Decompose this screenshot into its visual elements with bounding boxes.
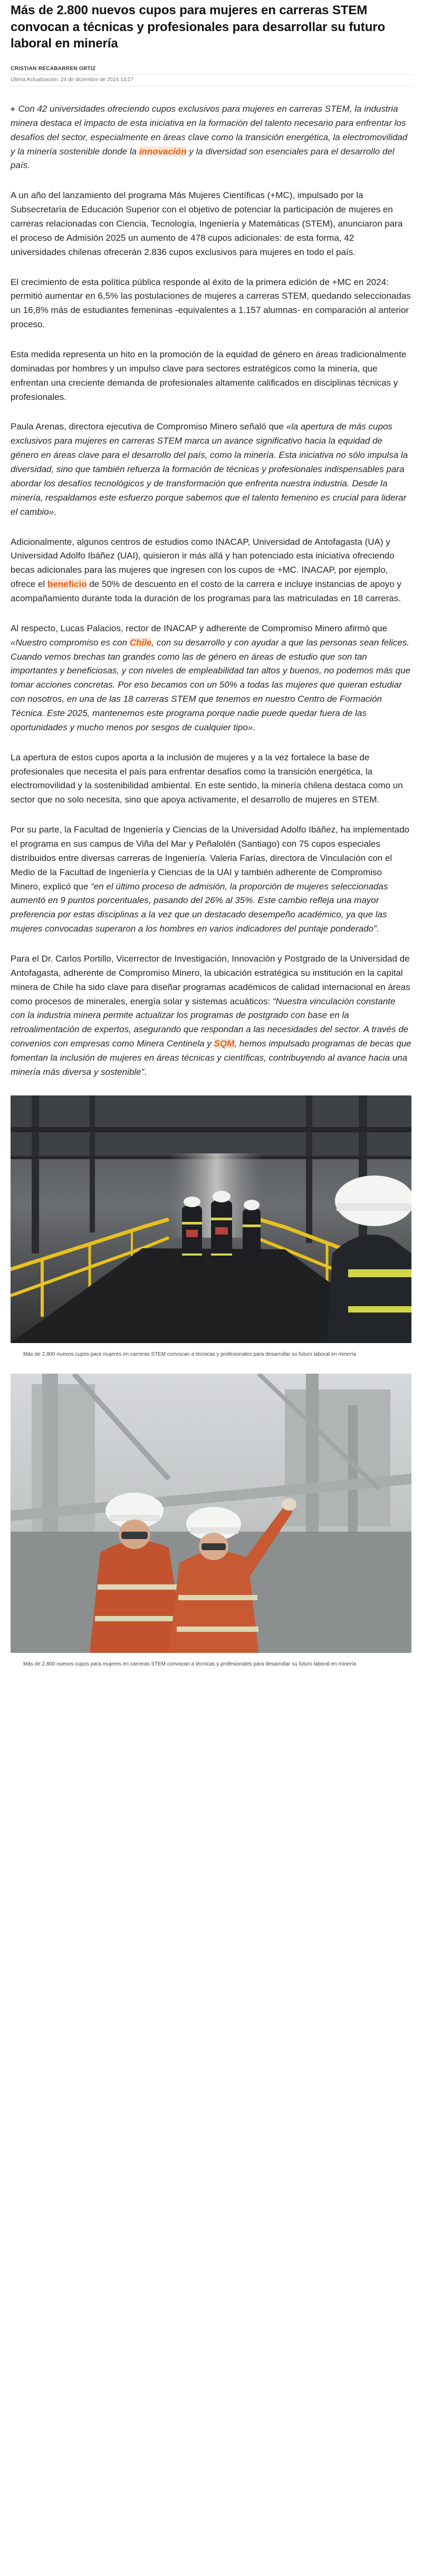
paragraph-9 bbox=[11, 952, 411, 1080]
paragraph-5-before: Adicionalmente, algunos centros de estudios como INACAP, Universidad de Antofagasta (UA) y Universidad Adolfo Ibáñez (UAI), quisieron ir más allá y han potenciado esta iniciativa ofreciendo becas adicionales para las mujeres que ingresen con los cupos de +MC. INACAP, por ejemplo, ofrece el bbox=[11, 536, 395, 590]
bullet-icon: ◆ bbox=[11, 106, 15, 113]
paragraph-3: Esta medida representa un hito en la promoción de la equidad de género en áreas tradicionalmente dominadas por hombres y un impulso clave para sectores estratégicos como la minería, que enfrentan una creciente demanda de profesionales altamente calificados en disciplinas técnicas y profesionales. bbox=[11, 349, 407, 402]
paragraph-6-end: . bbox=[253, 722, 256, 732]
article-title: Más de 2.800 nuevos cupos para mujeres en carreras STEM convocan a técnicas y profesionales para desarrollar su futuro laboral en minería bbox=[11, 3, 386, 51]
paragraph-1: A un año del lanzamiento del programa Más Mujeres Científicas (+MC), impulsado por la Subsecretaría de Educación Superior con el objetivo de potenciar la participación de mujeres en carreras relacionadas con Ciencia, Tecnología, Ingeniería y Matemáticas (STEM), anunciaron para el proceso de Admisión 2025 un aumento de 478 cupos adicionales: de esta forma, 42 universidades chilenas ofrecerán 2.836 cupos exclusivos para mujeres en todo el país. bbox=[11, 190, 403, 257]
paragraph-8-text: Por su parte, la Facultad de Ingeniería y Ciencias de la Universidad Adolfo Ibáñez, ha implementado el programa en sus campus de Viña del Mar y Peñalolén (Santiago) con 75 cupos especiales distribuidos entre diversas carreras de Ingeniería. Valeria Farías, directora de Vinculación con el Medio de la Facultad de Ingeniería y Ciencias de la UAI y también adherente de Compromiso Minero, explicó que bbox=[11, 825, 410, 892]
lead-text-before: Con 42 universidades ofreciendo cupos exclusivos para mujeres en carreras STEM, la industria minera destaca el impacto de esta iniciativa en la formación del talento necesario para enfrentar los desafíos del sector, especialmente en áreas clave como la transición energética, la electromovilidad y la minería sostenible donde la bbox=[11, 104, 408, 156]
paragraph-2: El crecimiento de esta política pública responde al éxito de la primera edición de +MC en 2024: permitió aumentar en 6,5% las postulaciones de mujeres a carreras STEM, quedando seleccionadas un 16,8% más de estudiantes femeninas -equivalentes a 1.157 alumnas- en comparación al anterior proceso. bbox=[11, 277, 411, 330]
paragraph-4 bbox=[11, 420, 411, 519]
quote-paula-arenas: «la apertura de más cupos exclusivos para mujeres en carreras STEM marca un avance significativo hacia la equidad de género en áreas clave para el desarrollo del país, como la minería. Esta iniciativa no sólo impulsa la diversidad, sino que también refuerza la formación de técnicas y profesionales indispensables para abordar los desafíos tecnológicos y de transformación que enfrenta nuestra industria. Desde la minería, respaldamos este esfuerzo porque sabemos que el talento femenino es crucial para liderar el cambio» bbox=[11, 422, 408, 517]
photo-miners-pointing[interactable] bbox=[11, 1374, 411, 1653]
article-lead bbox=[11, 102, 411, 173]
quote-carlos-portillo-a: “Nuestra vinculación constante con la industria minera permite actualizar los programas de postgrado con base en la retroalimentación de expertos, asegurando que respondan a las necesidades del sector. A través de convenios con empresas como Minera Centinela y bbox=[11, 996, 409, 1049]
lead-text-after: y la diversidad son esenciales para el desarrollo del país. bbox=[11, 146, 395, 171]
paragraph-4-end: . bbox=[54, 506, 56, 517]
quote-lucas-palacios-a: «Nuestro compromiso es con bbox=[11, 637, 130, 648]
quote-carlos-portillo-b: , hemos impulsado programas de becas que fomentan la inclusión de mujeres en áreas técnicas y científicas, contribuyendo al avance hacia una minería más diversa y sostenible” bbox=[11, 1039, 411, 1077]
paragraph-4-text: Paula Arenas, directora ejecutiva de Compromiso Minero señaló que bbox=[11, 422, 286, 432]
highlight-link-sqm[interactable]: SQM bbox=[214, 1039, 235, 1049]
article-meta bbox=[11, 66, 411, 86]
paragraph-6-text: Al respecto, Lucas Palacios, rector de INACAP y adherente de Compromiso Minero afirmó que bbox=[11, 623, 388, 633]
paragraph-7: La apertura de estos cupos aporta a la inclusión de mujeres y a la vez fortalece la base de profesionales que necesita el país para enfrentar desafíos como la transición energética, la electromovilidad y la sostenibilidad ambiental. En este sentido, la minería chilena destaca como un sector que no solo necesita, sino que apoya activamente, el desarrollo de mujeres en STEM. bbox=[11, 752, 403, 805]
paragraph-6 bbox=[11, 622, 411, 735]
paragraph-5-after: de 50% de descuento en el costo de la carrera e incluye instancias de apoyo y acompañamiento durante toda la duración de los programas para las matriculadas en 18 carreras. bbox=[11, 579, 401, 603]
author-name[interactable]: CRISTIAN RECABARREN ORTIZ bbox=[11, 66, 411, 75]
highlight-link-innovacion[interactable]: innovación bbox=[139, 146, 187, 156]
photo-miners-pointing-svg bbox=[11, 1374, 411, 1653]
highlight-link-beneficio[interactable]: beneficio bbox=[47, 579, 87, 590]
paragraph-9-text: Para el Dr. Carlos Portillo, Vicerrector de Investigación, Innovación y Postgrado de la Universidad de Antofagasta, adherente de Compromiso Minero, la ubicación estratégica su institución en la capital minera de Chile ha sido clave para diseñar programas académicos de calidad internacional en áreas como procesos de minerales, energía solar y sistemas acuáticos: bbox=[11, 953, 410, 1006]
updated-timestamp: Última Actualización: 24 de diciembre de 2024 14:27 bbox=[11, 77, 133, 83]
paragraph-8-end: . bbox=[376, 924, 379, 934]
quote-lucas-palacios-b: , con su desarrollo y con ayudar a que las personas sean felices. Cuando vemos brechas tan grandes como las de género en áreas de estudio que son tan importantes y beneficiosas, y con niveles de empleabilidad tan altos y buenos, no podemos más que tomar acciones concretas. Por eso becamos con un 50% a todas las mujeres que quieran estudiar con nosotros, en una de las 18 carreras STEM que tenemos en nuestro Centro de Formación Técnica. Este 2025, mantenemos este programa porque nadie puede quedar fuera de las oportunidades y mucho menos por sesgos de cualquier tipo» bbox=[11, 637, 410, 732]
photo-miners-walkway-svg bbox=[11, 1095, 411, 1343]
paragraph-5 bbox=[11, 535, 411, 606]
figure-2-caption: Más de 2.800 nuevos cupos para mujeres en carreras STEM convocan a técnicas y profesionales para desarrollar su futuro laboral en minería bbox=[23, 1661, 356, 1667]
paragraph-8 bbox=[11, 823, 411, 936]
paragraph-9-end: . bbox=[144, 1066, 147, 1077]
figure-2 bbox=[11, 1374, 411, 1669]
figure-1 bbox=[11, 1095, 411, 1359]
figure-1-caption: Más de 2.800 nuevos cupos para mujeres en carreras STEM convocan a técnicas y profesionales para desarrollar su futuro laboral en minería bbox=[23, 1351, 356, 1357]
photo-miners-walkway[interactable] bbox=[11, 1095, 411, 1343]
quote-valeria-farias: “en el último proceso de admisión, la proporción de mujeres seleccionadas aumentó en 9 puntos porcentuales, pasando del 26% al 35%. Este cambio refleja una mayor preferencia por estas disciplinas a la vez que un destacado desempeño académico, ya que las mujeres convocadas superaron a los hombres en varios indicadores del puntaje ponderado” bbox=[11, 881, 388, 934]
highlight-link-chile[interactable]: Chile bbox=[129, 637, 152, 648]
